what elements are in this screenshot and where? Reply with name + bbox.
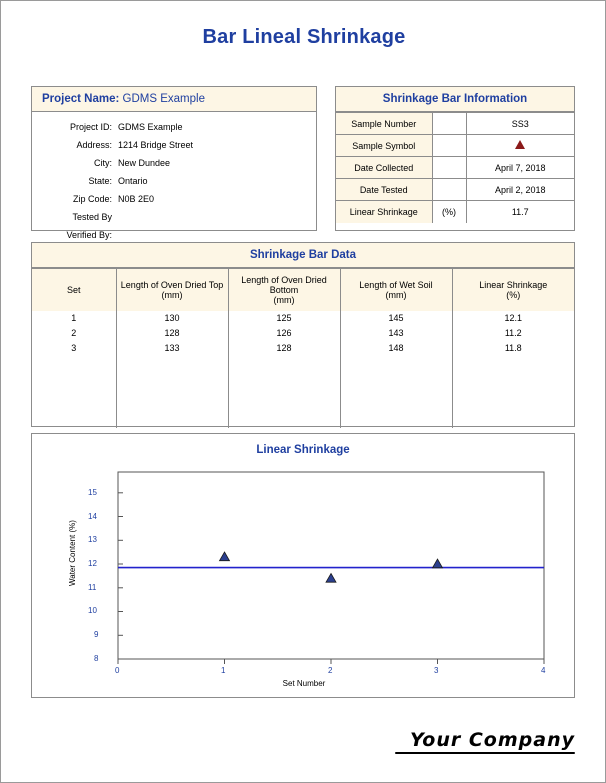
page-title: Bar Lineal Shrinkage <box>202 26 406 48</box>
project-name-label: Project Name: <box>42 93 120 105</box>
zip-code-label: Zip Code: <box>72 194 112 204</box>
col-header-set-line1: Set <box>66 284 81 295</box>
shrinkage-bar-information-table <box>336 112 574 223</box>
table-row <box>336 135 574 157</box>
date-collected-label: Date Collected <box>336 157 432 179</box>
sample-number-label: Sample Number <box>336 113 432 135</box>
column-divider <box>228 355 229 428</box>
cell-linear-shrinkage: 12.1 <box>504 313 523 323</box>
table-row <box>32 326 574 341</box>
date-tested-unit <box>432 179 466 201</box>
table-row <box>32 311 574 326</box>
cell-wet-soil: 148 <box>340 341 452 356</box>
project-row <box>40 157 308 169</box>
shrinkage-bar-information-panel <box>335 86 575 231</box>
col-header-linear-shrinkage-line1: Linear Shrinkage <box>479 279 548 290</box>
date-tested-label: Date Tested <box>336 179 432 201</box>
address-label: Address: <box>76 140 112 150</box>
project-row <box>40 193 308 205</box>
x-tick-label: 1 <box>221 666 226 675</box>
column-divider <box>340 355 341 428</box>
table-row <box>32 341 574 356</box>
cell-oven-dried-bottom: 128 <box>228 341 340 356</box>
cell-set: 2 <box>32 326 116 341</box>
cell-oven-dried-top: 130 <box>116 311 228 326</box>
chart-y-axis-label: Water Content (%) <box>68 520 77 586</box>
project-row <box>40 211 308 223</box>
chart-svg <box>32 434 576 699</box>
triangle-marker-icon <box>515 140 525 149</box>
col-header-wet-soil <box>340 269 452 311</box>
footer <box>395 729 575 754</box>
sample-symbol-label: Sample Symbol <box>336 135 432 157</box>
x-tick-label: 3 <box>434 666 439 675</box>
cell-linear-shrinkage: 11.2 <box>504 328 522 338</box>
cell-set: 3 <box>32 341 116 356</box>
project-id-value: GDMS Example <box>118 122 183 132</box>
table-row <box>336 113 574 135</box>
col-header-wet-soil-line1: Length of Wet Soil <box>359 279 433 290</box>
zip-code-value: N0B 2E0 <box>118 194 155 204</box>
col-header-oven-dried-bottom <box>228 269 340 311</box>
col-header-oven-dried-top-line2: (mm) <box>161 289 183 300</box>
footer-rule <box>395 752 575 754</box>
y-tick-label: 15 <box>88 488 97 497</box>
shrinkage-bar-data-body <box>32 268 574 428</box>
chart-plot-area <box>32 434 576 699</box>
y-tick-label: 8 <box>94 654 99 663</box>
col-header-oven-dried-bottom-line1: Length of Oven Dried Bottom <box>241 274 327 295</box>
col-header-linear-shrinkage <box>452 269 574 311</box>
y-tick-label: 14 <box>88 512 97 521</box>
table-row <box>336 201 574 223</box>
table-row <box>336 157 574 179</box>
y-tick-label: 9 <box>94 630 99 639</box>
shrinkage-bar-data-panel <box>31 242 575 427</box>
linear-shrinkage-value: 11.7 <box>466 201 574 223</box>
y-tick-label: 12 <box>88 559 97 568</box>
date-tested-value: April 2, 2018 <box>466 179 574 201</box>
col-header-set <box>32 269 116 311</box>
verified-by-label: Verified By: <box>66 230 112 240</box>
cell-oven-dried-top: 133 <box>116 341 228 356</box>
project-panel <box>31 86 317 240</box>
date-collected-value: April 7, 2018 <box>466 157 574 179</box>
x-tick-label: 0 <box>115 666 120 675</box>
table-row <box>336 179 574 201</box>
cell-wet-soil: 145 <box>340 311 452 326</box>
sample-number-value: SS3 <box>466 113 574 135</box>
y-tick-label: 11 <box>88 583 97 592</box>
x-tick-label: 2 <box>328 666 333 675</box>
col-header-wet-soil-line2: (mm) <box>385 289 407 300</box>
linear-shrinkage-label: Linear Shrinkage <box>336 201 432 223</box>
col-header-oven-dried-bottom-line2: (mm) <box>273 294 295 305</box>
cell-wet-soil: 143 <box>340 326 452 341</box>
tested-by-label: Tested By <box>72 212 112 222</box>
project-row <box>40 139 308 151</box>
column-divider <box>116 355 117 428</box>
shrinkage-bar-data-table <box>32 268 574 356</box>
sample-symbol-unit <box>432 135 466 157</box>
cell-linear-shrinkage: 11.8 <box>504 343 522 353</box>
linear-shrinkage-unit: (%) <box>432 201 466 223</box>
sample-number-unit <box>432 113 466 135</box>
cell-set: 1 <box>32 311 116 326</box>
col-header-linear-shrinkage-line2: (%) <box>506 289 521 300</box>
col-header-oven-dried-top <box>116 269 228 311</box>
address-value: 1214 Bridge Street <box>118 140 194 150</box>
company-name: Your Company <box>409 729 575 751</box>
col-header-oven-dried-top-line1: Length of Oven Dried Top <box>120 279 224 290</box>
shrinkage-bar-information-header: Shrinkage Bar Information <box>336 87 574 112</box>
y-tick-label: 10 <box>88 606 97 615</box>
column-divider <box>452 355 453 428</box>
chart-title: Linear Shrinkage <box>256 444 350 456</box>
shrinkage-bar-data-header: Shrinkage Bar Data <box>32 243 574 268</box>
cell-oven-dried-bottom: 126 <box>228 326 340 341</box>
project-row <box>40 175 308 187</box>
project-fields <box>32 112 316 241</box>
state-label: State: <box>88 176 112 186</box>
table-header-row <box>32 269 574 311</box>
city-label: City: <box>94 158 112 168</box>
project-row <box>40 121 308 133</box>
chart-x-axis-label: Set Number <box>282 679 326 688</box>
x-tick-label: 4 <box>541 666 546 675</box>
project-row <box>40 229 308 241</box>
project-name-value: GDMS Example <box>122 93 205 105</box>
project-id-label: Project ID: <box>69 122 112 132</box>
city-value: New Dundee <box>118 158 171 168</box>
cell-oven-dried-top: 128 <box>116 326 228 341</box>
date-collected-unit <box>432 157 466 179</box>
project-panel-header <box>32 87 316 112</box>
cell-oven-dried-bottom: 125 <box>228 311 340 326</box>
state-value: Ontario <box>118 176 148 186</box>
linear-shrinkage-chart-panel <box>31 433 575 698</box>
sample-symbol-value <box>466 135 574 157</box>
y-tick-label: 13 <box>88 535 97 544</box>
